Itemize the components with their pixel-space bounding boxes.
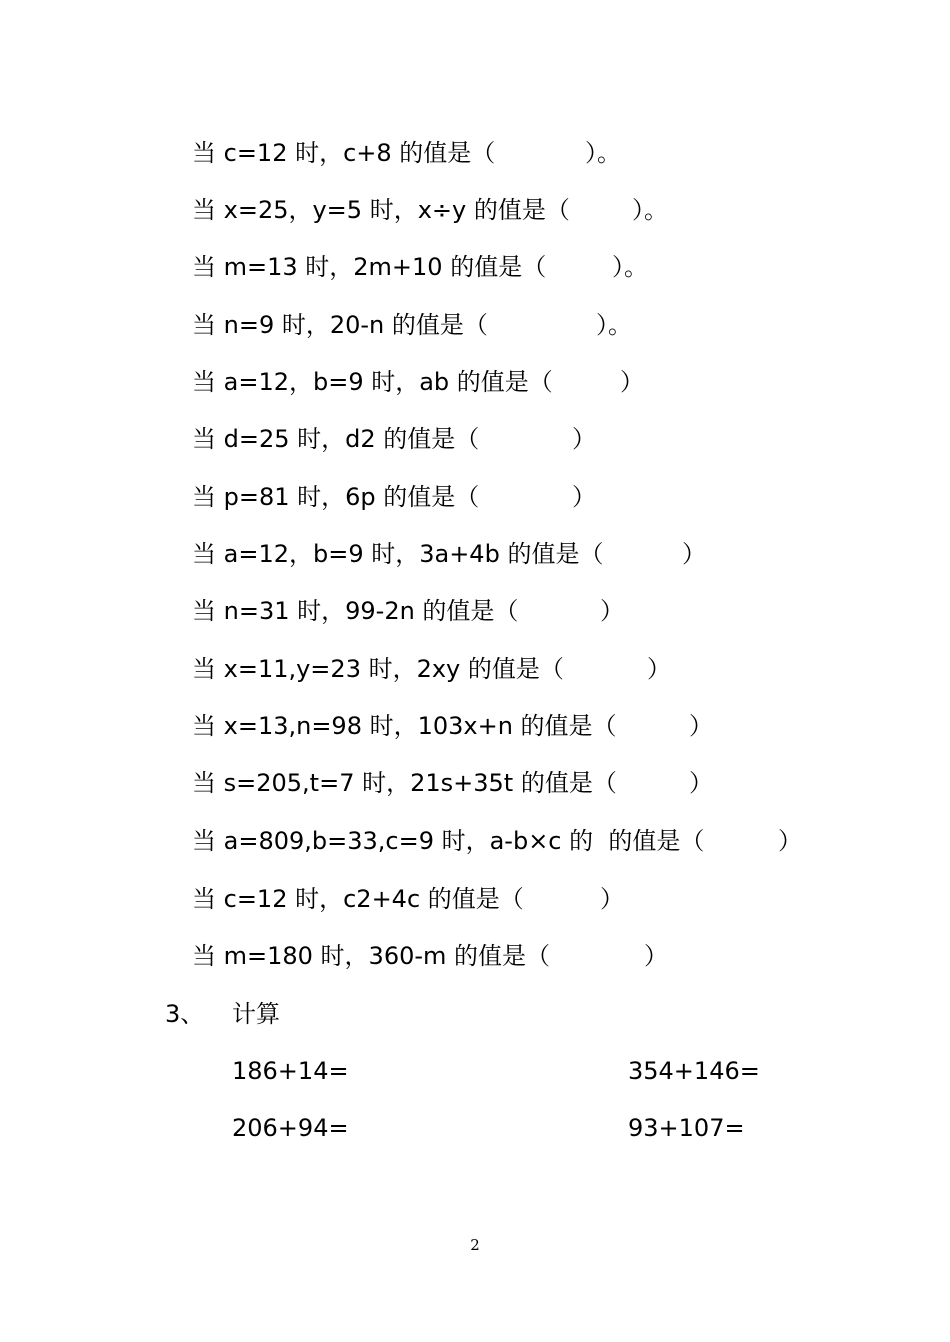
question-7 (192, 482, 596, 512)
question-text: 当 c=12 时，c+8 的值是（ (192, 139, 496, 167)
question-text: 当 n=31 时，99-2n 的值是（ (192, 597, 519, 625)
section-title: 计算 (232, 1000, 280, 1028)
calc-item-3: 206+94= (232, 1114, 349, 1142)
question-6 (192, 424, 596, 454)
answer-close: ） (572, 483, 596, 511)
question-text: 当 d=25 时，d2 的值是（ (192, 425, 480, 453)
question-8 (192, 539, 706, 569)
section-heading (165, 999, 280, 1029)
question-11 (192, 711, 713, 741)
answer-close: ）。 (612, 253, 648, 281)
answer-close: ） (778, 827, 802, 855)
question-1 (192, 138, 621, 168)
question-13 (192, 826, 802, 856)
answer-close: ） (572, 425, 596, 453)
question-text: 当 p=81 时，6p 的值是（ (192, 483, 480, 511)
question-5 (192, 367, 644, 397)
question-text: 当 a=12，b=9 时，ab 的值是（ (192, 368, 553, 396)
answer-close: ） (600, 597, 624, 625)
answer-close: ）。 (632, 196, 668, 224)
answer-close: ） (600, 885, 624, 913)
question-text: 当 s=205,t=7 时，21s+35t 的值是（ (192, 769, 617, 797)
question-3 (192, 252, 648, 282)
question-text: 当 x=25，y=5 时，x÷y 的值是（ (192, 196, 570, 224)
question-12 (192, 768, 713, 798)
calc-item-2: 354+146= (628, 1057, 760, 1085)
question-text: 当 x=13,n=98 时，103x+n 的值是（ (192, 712, 617, 740)
calc-item-4: 93+107= (628, 1114, 745, 1142)
question-9 (192, 596, 624, 626)
calc-item-1: 186+14= (232, 1057, 349, 1085)
page-number: 2 (470, 1236, 480, 1254)
question-text: 当 m=13 时，2m+10 的值是（ (192, 253, 547, 281)
answer-close: ）。 (596, 311, 632, 339)
question-text: 当 x=11,y=23 时，2xy 的值是（ (192, 655, 564, 683)
question-text: 当 a=809,b=33,c=9 时，a-b×c 的 的值是（ (192, 827, 705, 855)
question-14 (192, 884, 624, 914)
question-15 (192, 941, 668, 971)
answer-close: ） (647, 655, 671, 683)
answer-close: ）。 (585, 139, 621, 167)
answer-close: ） (689, 769, 713, 797)
answer-close: ） (682, 540, 706, 568)
question-text: 当 n=9 时，20-n 的值是（ (192, 311, 488, 339)
section-number: 3、 (165, 1000, 205, 1028)
question-text: 当 c=12 时，c2+4c 的值是（ (192, 885, 524, 913)
answer-close: ） (689, 712, 713, 740)
question-4 (192, 310, 632, 340)
question-text: 当 a=12，b=9 时，3a+4b 的值是（ (192, 540, 604, 568)
question-text: 当 m=180 时，360-m 的值是（ (192, 942, 551, 970)
answer-close: ） (644, 942, 668, 970)
answer-close: ） (620, 368, 644, 396)
question-2 (192, 195, 668, 225)
question-10 (192, 654, 671, 684)
